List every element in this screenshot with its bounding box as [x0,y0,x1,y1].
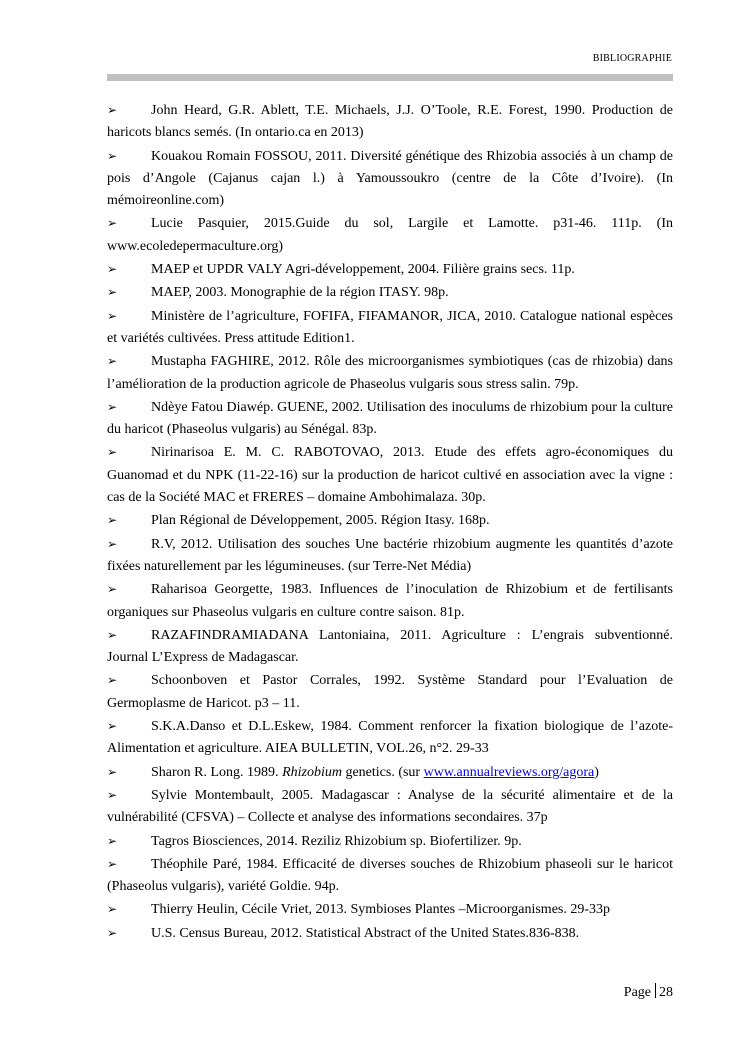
arrow-bullet-icon [107,715,151,737]
arrow-bullet-icon [107,212,151,234]
arrow-bullet-icon [107,853,151,875]
arrow-bullet-icon [107,509,151,531]
entry-text: Ndèye Fatou Diawép. GUENE, 2002. Utilisation des inoculums de rhizobium pour la culture du haricot (Phaseolus vulgaris) au Sénégal. 83p. [107,399,673,438]
entry-text: U.S. Census Bureau, 2012. Statistical Abstract of the United States.836-838. [151,925,580,941]
bibliography-entry [107,922,673,945]
entry-text: John Heard, G.R. Ablett, T.E. Michaels, J.J. O’Toole, R.E. Forest, 1990. Production de haricots blancs semés. (In ontario.ca en 2013) [107,103,673,141]
bibliography-entry [107,533,673,579]
bibliography-entry [107,624,673,670]
annualreviews-link[interactable]: www.annualreviews.org/agora [423,764,595,780]
entry-text: Théophile Paré, 1984. Efficacité de diverses souches de Rhizobium phaseoli sur le haricot (Phaseolus vulgaris), variété Goldie. 94p. [107,856,673,895]
entry-text: Nirinarisoa E. M. C. RABOTOVAO, 2013. Etude des effets agro-économiques du Guanomad et du NPK (11-22-16) sur la production de haricot cultivé en association avec la vigne : cas de la Société MAC et FRERES – domaine Ambohimalaza. 30p. [107,445,673,506]
bibliography-entry [107,509,673,532]
arrow-bullet-icon [107,99,151,121]
bibliography-entry [107,305,673,351]
arrow-bullet-icon [107,784,151,806]
bibliography-entry [107,715,673,761]
arrow-bullet-icon [107,258,151,280]
arrow-bullet-icon [107,441,151,463]
bibliography-entry [107,898,673,921]
bibliography-entry [107,396,673,442]
bibliography-entry [107,761,673,784]
entry-text: RAZAFINDRAMIADANA Lantoniaina, 2011. Agriculture : L’engrais subventionné. Journal L’Express de Madagascar. [107,627,673,666]
bibliography-entry [107,281,673,304]
entry-text: Mustapha FAGHIRE, 2012. Rôle des microorganismes symbiotiques (cas de rhizobia) dans l’amélioration de la production agricole de Phaseolus vulgaris sous stress salin. 79p. [107,354,673,392]
arrow-bullet-icon [107,761,151,783]
entry-text: Sylvie Montembault, 2005. Madagascar : Analyse de la sécurité alimentaire et de la vulnérabilité (CFSVA) – Collecte et analyse des informations secondaires. 37p [107,787,673,826]
footer-separator [655,983,656,998]
entry-text: Ministère de l’agriculture, FOFIFA, FIFAMANOR, JICA, 2010. Catalogue national espèces et variétés cultivées. Press attitude Edition1. [107,308,673,346]
entry-text: Tagros Biosciences, 2014. Reziliz Rhizobium sp. Biofertilizer. 9p. [151,833,522,849]
page-footer [624,983,673,1001]
arrow-bullet-icon [107,533,151,555]
arrow-bullet-icon [107,624,151,646]
entry-text: Lucie Pasquier, 2015.Guide du sol, Largile et Lamotte. p31-46. 111p. (In www.ecoledepermaculture.org) [107,216,673,254]
entry-text: MAEP et UPDR VALY Agri-développement, 2004. Filière grains secs. 11p. [151,262,575,278]
entry-text: Schoonboven et Pastor Corrales, 1992. Système Standard pour l’Evaluation de Germoplasme de Haricot. p3 – 11. [107,673,673,711]
page-number: 28 [659,985,673,1000]
arrow-bullet-icon [107,669,151,691]
entry-text: Raharisoa Georgette, 1983. Influences de l’inoculation de Rhizobium et de fertilisants organiques sur Phaseolus vulgaris en culture contre saison. 81p. [107,582,673,620]
entry-text: Thierry Heulin, Cécile Vriet, 2013. Symbioses Plantes –Microorganismes. 29-33p [151,902,611,918]
entry-text: Plan Régional de Développement, 2005. Région Itasy. 168p. [151,513,490,529]
bibliography-entry [107,441,673,509]
arrow-bullet-icon [107,830,151,852]
bibliography-entry [107,350,673,396]
entry-italic-term: Rhizobium [282,764,342,780]
entry-text: R.V, 2012. Utilisation des souches Une bactérie rhizobium augmente les quantités d’azote fixées naturellement par les légumineuses. (sur Terre-Net Média) [107,536,673,574]
bibliography-entry [107,669,673,715]
arrow-bullet-icon [107,898,151,920]
bibliography-entry [107,212,673,258]
running-header: BIBLIOGRAPHIE [592,53,672,64]
entry-text-after: ) [594,764,599,780]
entry-text-mid: genetics. (sur [341,764,424,780]
entry-text-before: Sharon R. Long. 1989. [151,764,283,780]
bibliography-entry [107,145,673,213]
arrow-bullet-icon [107,350,151,372]
entry-text: MAEP, 2003. Monographie de la région ITASY. 98p. [151,285,449,301]
bibliography-list [107,99,673,945]
page-label: Page [623,985,651,1000]
header-divider [107,74,673,81]
arrow-bullet-icon [107,145,151,167]
arrow-bullet-icon [107,281,151,303]
bibliography-entry [107,853,673,899]
entry-text: Kouakou Romain FOSSOU, 2011. Diversité génétique des Rhizobia associés à un champ de pois d’Angole (Cajanus cajan l.) à Yamoussoukro (centre de la Côte d’Ivoire). (In mémoireonline.com) [107,148,673,209]
bibliography-entry [107,99,673,145]
arrow-bullet-icon [107,305,151,327]
arrow-bullet-icon [107,396,151,418]
entry-text: S.K.A.Danso et D.L.Eskew, 1984. Comment renforcer la fixation biologique de l’azote-Alimentation et agriculture. AIEA BULLETIN, VOL.26, n°2. 29-33 [107,719,673,757]
bibliography-entry [107,258,673,281]
arrow-bullet-icon [107,922,151,944]
bibliography-entry [107,784,673,830]
bibliography-entry [107,830,673,853]
arrow-bullet-icon [107,578,151,600]
bibliography-entry [107,578,673,624]
